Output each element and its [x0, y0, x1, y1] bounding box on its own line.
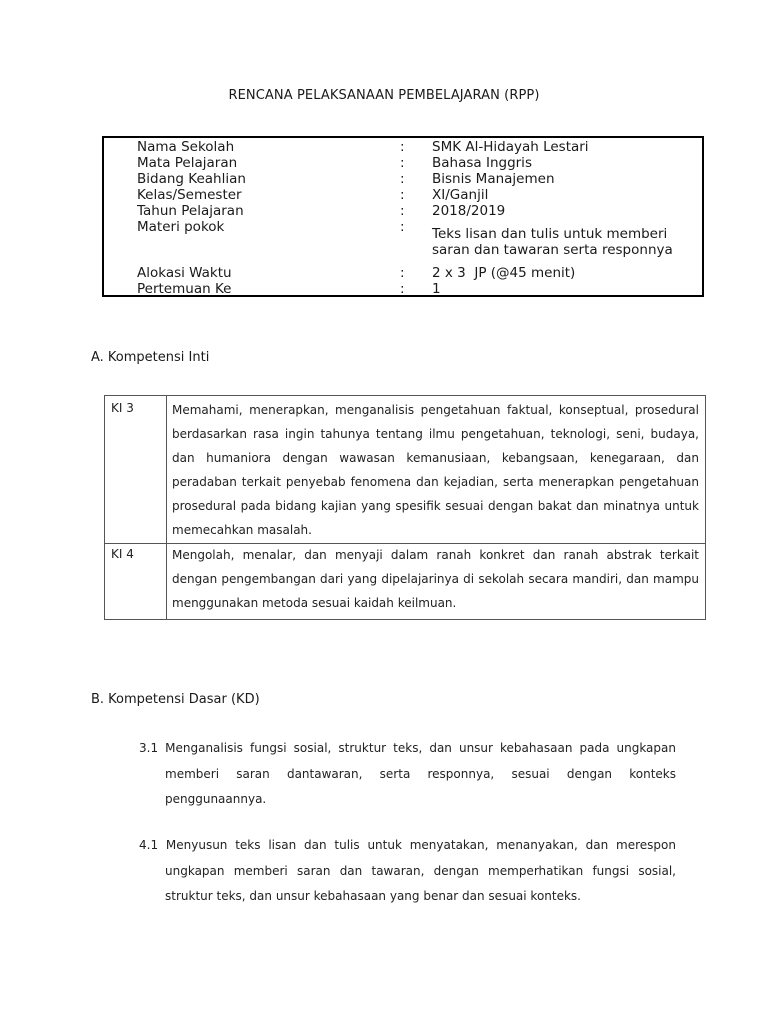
identity-value: 2018/2019	[432, 203, 506, 219]
ki-text: Mengolah, menalar, dan menyaji dalam ranah konkret dan ranah abstrak terkait dengan pengembangan dari yang dipelajarinya di sekolah secara mandiri, dan mampu menggunakan metoda sesuai kaidah keilmuan.	[172, 548, 699, 610]
identity-label: Mata Pelajaran	[137, 155, 238, 171]
identity-label: Alokasi Waktu	[137, 265, 232, 281]
identity-colon: :	[400, 265, 405, 281]
identity-colon: :	[400, 203, 405, 219]
identity-label: Tahun Pelajaran	[137, 203, 244, 219]
ki-code: KI 4	[111, 547, 134, 561]
identity-colon: :	[400, 281, 405, 297]
identity-value: SMK Al-Hidayah Lestari	[432, 139, 589, 155]
identity-label: Kelas/Semester	[137, 187, 242, 203]
identity-box	[102, 136, 704, 297]
identity-label: Nama Sekolah	[137, 139, 235, 155]
ki-text: Memahami, menerapkan, menganalisis pengetahuan faktual, konseptual, prosedural berdasarkan rasa ingin tahunya tentang ilmu pengetahuan, teknologi, seni, budaya, dan humaniora dengan wawasan kemanusiaan, kebangsaan, kenegaraan, dan peradaban terkait penyebab fenomena dan kejadian, serta menerapkan pengetahuan prosedural pada bidang kajian yang spesifik sesuai dengan bakat dan minatnya untuk memecahkan masalah.	[172, 403, 699, 537]
document-title: RENCANA PELAKSANAAN PEMBELAJARAN (RPP)	[228, 88, 540, 103]
identity-colon: :	[400, 139, 405, 155]
identity-value: XI/Ganjil	[432, 187, 489, 203]
identity-label: Pertemuan Ke	[137, 281, 232, 297]
identity-colon: :	[400, 155, 405, 171]
identity-colon: :	[400, 187, 405, 203]
kd-item: 4.1 Menyusun teks lisan dan tulis untuk menyatakan, menanyakan, dan merespon ungkapan memberi saran dan tawaran, dengan memperhatikan fungsi sosial, struktur teks, dan unsur kebahasaan yang benar dan sesuai konteks.	[139, 838, 676, 903]
section-b-heading: B. Kompetensi Dasar (KD)	[91, 692, 260, 707]
identity-colon: :	[400, 171, 405, 187]
identity-value: Bisnis Manajemen	[432, 171, 555, 187]
identity-label: Bidang Keahlian	[137, 171, 246, 187]
identity-value: Bahasa Inggris	[432, 155, 532, 171]
identity-label: Materi pokok	[137, 219, 225, 235]
section-a-heading: A. Kompetensi Inti	[91, 350, 210, 365]
identity-colon: :	[400, 219, 405, 235]
kompetensi-inti-table	[104, 395, 706, 620]
identity-value: 1	[432, 281, 441, 297]
table-column-divider	[166, 396, 167, 619]
kd-item: 3.1 Menganalisis fungsi sosial, struktur teks, dan unsur kebahasaan pada ungkapan memberi saran dantawaran, serta responnya, sesuai dengan konteks penggunaannya.	[139, 741, 676, 806]
identity-value-line: Teks lisan dan tulis untuk memberi	[432, 226, 668, 242]
identity-value-line: saran dan tawaran serta responnya	[432, 242, 673, 258]
ki-code: KI 3	[111, 401, 134, 415]
identity-value: 2 x 3 JP (@45 menit)	[432, 265, 576, 281]
